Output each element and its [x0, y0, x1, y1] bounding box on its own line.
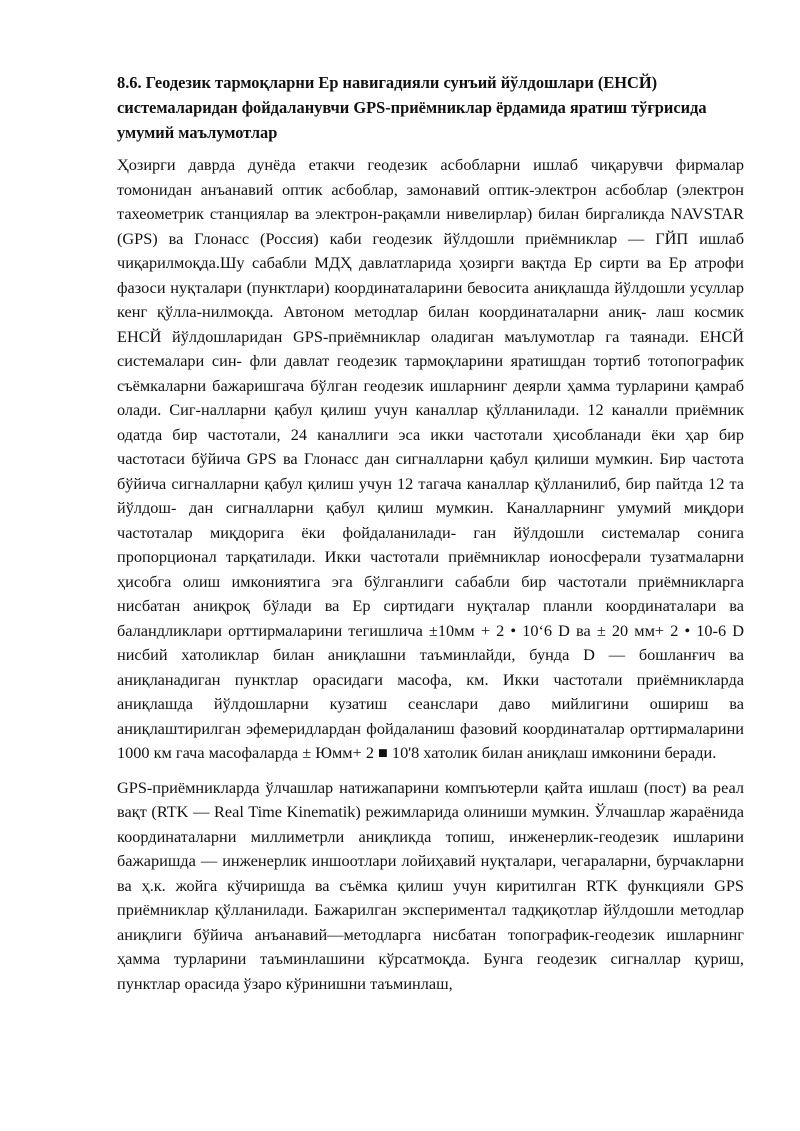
section-heading: 8.6. Геодезик тармоқларни Ер навигадияли сунъий йўлдошлари (ЕНСЙ) системаларидан фойдаланувчи GPS-приёмниклар ёрдамида яратиш тўғрисида умумий маълумотлар	[117, 73, 707, 142]
paragraph-2: GPS-приёмникларда ўлчашлар натижапарини компъютерли қайта ишлаш (пост) ва реал вақт (RTK — Real Time Kinematik) режимларида олиниши мумкин. Ўлчашлар жараёнида координаталарни миллиметрли аниқликда топиш, инженерлик-геодезик ишларини бажаришда — инженерлик иншоотлари лойиҳавий нуқталари, чегараларни, бурчакларни ва ҳ.к. жойга кўчиришда ва съёмка қилиш учун киритилган RTK функцияли GPS приёмниклар қўлланилади. Бажарилган экспериментал тадқиқотлар йўлдошли методлар аниқлиги бўйича анъанавий—методларга нисбатан топографик-геодезик ишларнинг ҳамма турларини таъминлашини кўрсатмоқда. Бунга геодезик сигналлар қуриш, пунктлар орасида ўзаро кўринишни таъминлаш,	[117, 777, 744, 993]
paragraph-1: Ҳозирги даврда дунёда етакчи геодезик асбобларни ишлаб чиқарувчи фирмалар томонидан анъанавий оптик асбоблар, замонавий оптик-электрон асбоблар (электрон тахеометрик станциялар ва электрон-рақамли нивелирлар) билан биргаликда NAVSTAR (GPS) ва Глонасс (Россия) каби геодезик йўлдошли приёмниклар — ГЙП ишлаб чиқарилмоқда.Шу сабабли МДҲ давлатларида ҳозирги вақтда Ер сирти ва Ер атрофи фазоси нуқталари (пунктлари) координаталарини бевосита аниқлашда йўлдошли усуллар кенг қўлла-нилмоқда. Автоном методлар билан координаталарни аниқ- лаш космик ЕНСЙ йўлдошларидан GPS-приёмниклар оладиган маълумотлар га таянади. ЕНСЙ системалари син- фли давлат геодезик тармоқларини яратишдан тортиб тотопографик съёмкаларни бажаришгача бўлган геодезик ишларнинг деярли ҳамма турларини қамраб олади. Сиг-налларни қабул қилиш учун каналлар қўлланилади. 12 каналли приёмник одатда бир частотали, 24 каналлиги эса икки частотали ҳисобланади ёки ҳар бир частотаси бўйича GPS ва Глонасс дан сигналларни қабул қилиши мумкин. Бир частота бўйича сигналларни қабул қилиш учун 12 тагача каналлар қўлланилиб, бир пайтда 12 та йўлдош- дан сигналларни қабул қилиш мумкин. Каналларнинг умумий миқдори частоталар миқдорига ёки фойдаланилади- ган йўлдошли системалар сонига пропорционал тарқатилади. Икки частотали приёмниклар ионосферали тузатмаларни ҳисобга олиш имкониятига эга бўлганлиги сабабли бир частотали приёмникларга нисбатан аниқроқ бўлади ва Ер сиртидаги нуқталар планли координаталари ва баландликлари орттирмаларини тегишлича ±10мм + 2 • 10‘6 D ва ± 20 мм+ 2 • 10-6 D нисбий хатоликлар билан аниқлашни таъминлайди, бунда D — бошланғич ва аниқланадиган пунктлар орасидаги масофа, км. Икки частотали приёмникларда аниқлашда йўлдошларни кузатиш сеанслари даво мийлигини ошириш ва аниқлаштирилган эфемеридлардан фойдаланиш фазовий координаталар орттирмаларини 1000 км гача масофаларда ± Юмм+ 2 ■ 10'8 хатолик билан аниқлаш имконини беради.	[117, 155, 744, 762]
document-page	[117, 70, 744, 996]
